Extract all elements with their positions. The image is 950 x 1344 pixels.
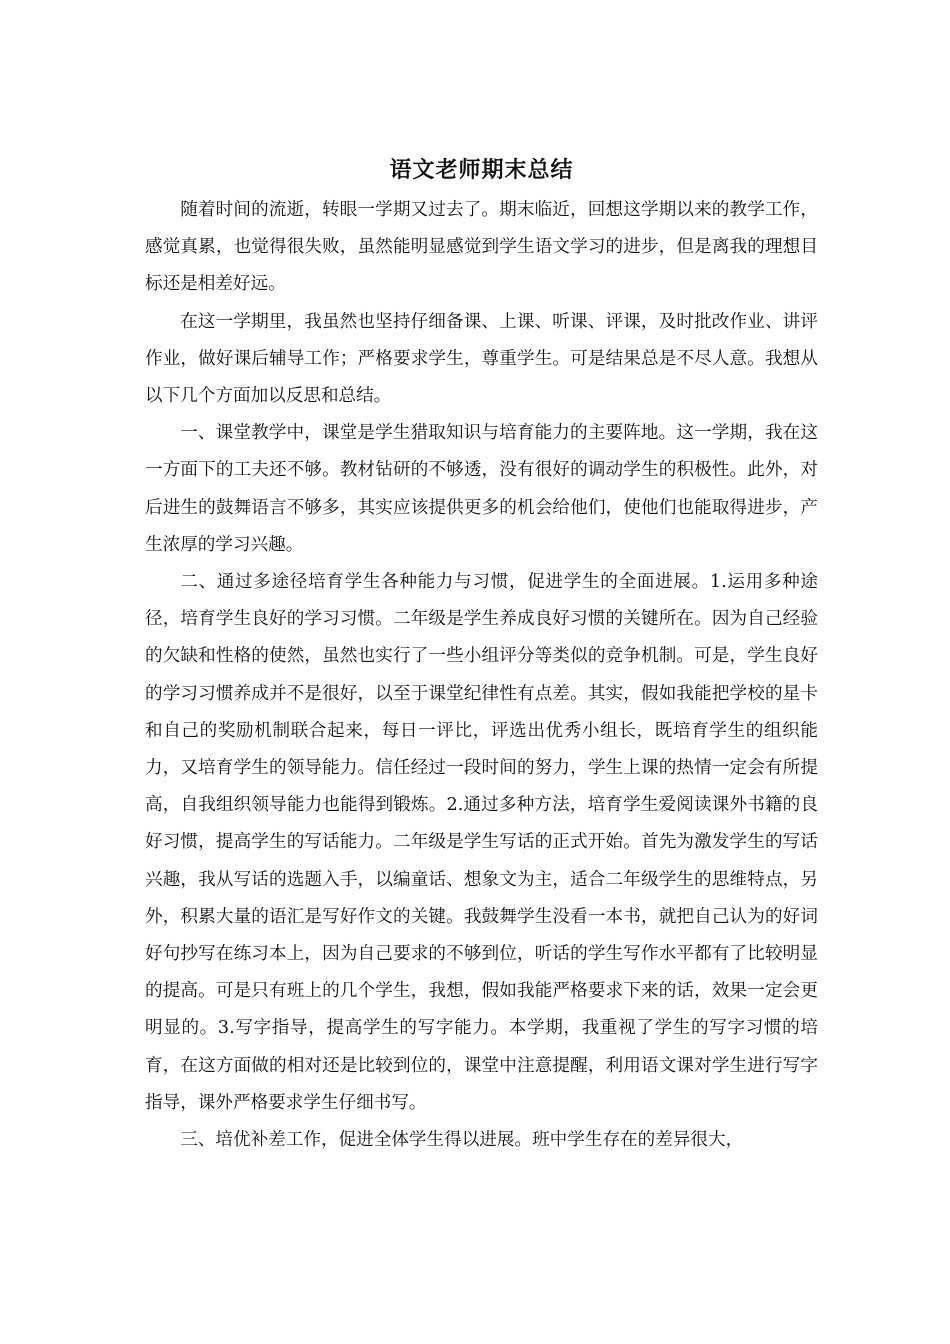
paragraph-3: 一、课堂教学中，课堂是学生猎取知识与培育能力的主要阵地。这一学期，我在这一方面下的工夫还不够。教材钻研的不够透，没有很好的调动学生的积极性。此外，对后进生的鼓舞语言不够多，其实应该提供更多的机会给他们，使他们也能取得进步，产生浓厚的学习兴趣。: [145, 423, 818, 555]
document-page: [145, 150, 818, 1159]
paragraph-2: 在这一学期里，我虽然也坚持仔细备课、上课、听课、评课，及时批改作业、讲评作业，做好课后辅导工作；严格要求学生，尊重学生。可是结果总是不尽人意。我想从以下几个方面加以反思和总结。: [145, 311, 818, 407]
paragraph-4: 二、通过多途径培育学生各种能力与习惯，促进学生的全面进展。1.运用多种途径，培育学生良好的学习习惯。二年级是学生养成良好习惯的关键所在。因为自己经验的欠缺和性格的使然，虽然也实行了一些小组评分等类似的竞争机制。可是，学生良好的学习习惯养成并不是很好，以至于课堂纪律性有点差。其实，假如我能把学校的星卡和自己的奖励机制联合起来，每日一评比，评选出优秀小组长，既培育学生的组织能力，又培育学生的领导能力。信任经过一段时间的努力，学生上课的热情一定会有所提高，自我组织领导能力也能得到锻炼。2.通过多种方法，培育学生爱阅读课外书籍的良好习惯，提高学生的写话能力。二年级是学生写话的正式开始。首先为激发学生的写话兴趣，我从写话的选题入手，以编童话、想象文为主，适合二年级学生的思维特点，另外，积累大量的语汇是写好作文的关键。我鼓舞学生没看一本书，就把自己认为的好词好句抄写在练习本上，因为自己要求的不够到位，听话的学生写作水平都有了比较明显的提高。可是只有班上的几个学生，我想，假如我能严格要求下来的话，效果一定会更明显的。3.写字指导，提高学生的写字能力。本学期，我重视了学生的写字习惯的培育，在这方面做的相对还是比较到位的，课堂中注意提醒，利用语文课对学生进行写字指导，课外严格要求学生仔细书写。: [145, 572, 818, 1113]
paragraph-1: 随着时间的流逝，转眼一学期又过去了。期末临近，回想这学期以来的教学工作，感觉真累，也觉得很失败，虽然能明显感觉到学生语文学习的进步，但是离我的理想目标还是相差好远。: [145, 200, 818, 295]
paragraph-5: 三、培优补差工作，促进全体学生得以进展。班中学生存在的差异很大，: [180, 1130, 744, 1151]
document-title: 语文老师期末总结: [389, 157, 574, 183]
